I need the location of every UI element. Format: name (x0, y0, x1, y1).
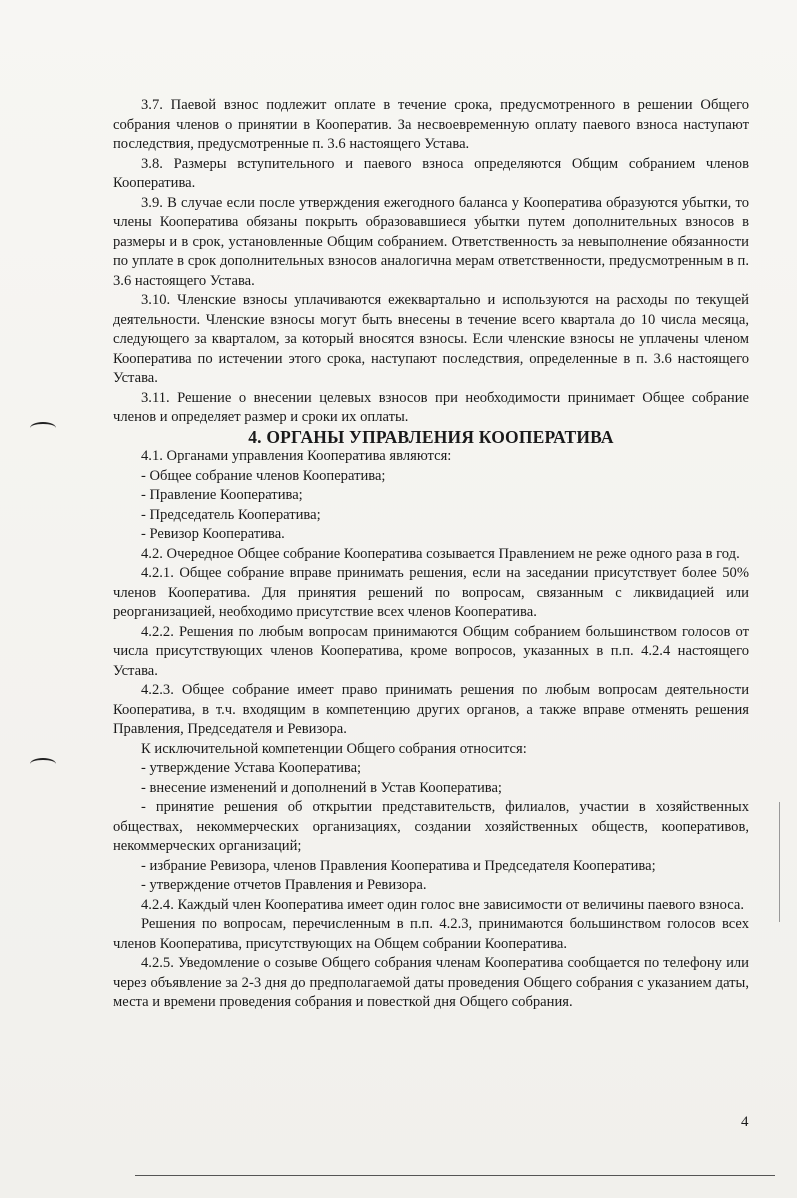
section-4-heading: 4. ОРГАНЫ УПРАВЛЕНИЯ КООПЕРАТИВА (248, 426, 614, 447)
paragraph-4-2-5: 4.2.5. Уведомление о созыве Общего собрания членам Кооператива сообщается по телефону или через объявление за 2-3 дня до предполагаемой даты проведения Общего собрания с указанием даты, места и времени проведения собрания и повесткой дня Общего собрания. (113, 955, 749, 1010)
list-item: - Ревизор Кооператива. (141, 526, 285, 542)
paragraph-3-7: 3.7. Паевой взнос подлежит оплате в течение срока, предусмотренного в решении Общего собрания членов о принятии в Кооператив. За несвоевременную оплату паевого взноса наступают последствия, предусмотренные п. 3.6 настоящего Устава. (113, 97, 749, 152)
list-item: - Председатель Кооператива; (141, 506, 321, 523)
page-number: 4 (741, 1114, 749, 1130)
paragraph-3-11: 3.11. Решение о внесении целевых взносов при необходимости принимает Общее собрание членов и определяет размер и сроки их оплаты. (113, 389, 749, 425)
list-item: - внесение изменений и дополнений в Устав Кооператива; (141, 779, 502, 796)
page-bottom-rule (135, 1175, 775, 1176)
paragraph-4-1: 4.1. Органами управления Кооператива являются: (141, 448, 452, 464)
scan-edge-mark (779, 802, 780, 922)
list-item: - утверждение Устава Кооператива; (141, 760, 362, 776)
paragraph-3-8: 3.8. Размеры вступительного и паевого взноса определяются Общим собранием членов Кооператива. (113, 155, 749, 191)
list-item: - Правление Кооператива; (141, 487, 303, 503)
paragraph-4-2-1: 4.2.1. Общее собрание вправе принимать решения, если на заседании присутствует более 50% членов Кооператива. Для принятия решений по вопросам, связанным с ликвидацией или реорганизацией, необходимо присутствие всех членов Кооператива. (113, 565, 749, 620)
punch-hole-mark (30, 422, 56, 434)
paragraph-4-2: 4.2. Очередное Общее собрание Кооператива созывается Правлением не реже одного раза в год. (141, 545, 740, 562)
competence-intro: К исключительной компетенции Общего собрания относится: (141, 740, 527, 757)
paragraph-3-10: 3.10. Членские взносы уплачиваются ежеквартально и используются на расходы по текущей деятельности. Членские взносы могут быть внесены в течение всего квартала до 10 числа месяца, следующего за кварталом, за который вносятся взносы. Если членские взносы не уплачены членом Кооператива по истечении этого срока, наступают последствия, определенные в п. 3.6 настоящего Устава. (113, 292, 749, 386)
paragraph-4-2-2: 4.2.2. Решения по любым вопросам принимаются Общим собранием большинством голосов от числа присутствующих членов Кооператива, кроме вопросов, указанных в п.п. 4.2.4 настоящего Устава. (113, 623, 749, 679)
document-body (113, 96, 749, 1013)
punch-hole-mark (30, 758, 56, 770)
list-item: - Общее собрание членов Кооператива; (141, 467, 386, 484)
list-item: - принятие решения об открытии представительств, филиалов, участии в хозяйственных обществах, некоммерческих организациях, создании хозяйственных обществ, кооперативов, некоммерческих организаций; (113, 799, 749, 854)
paragraph-4-2-4: 4.2.4. Каждый член Кооператива имеет один голос вне зависимости от величины паевого взноса. (141, 896, 745, 913)
paragraph-3-9: 3.9. В случае если после утверждения ежегодного баланса у Кооператива образуются убытки, то члены Кооператива обязаны покрыть образовавшиеся убытки путем дополнительных взносов в размеры и в срок, установленные Общим собранием. Ответственность за невыполнение обязанности по уплате в срок дополнительных взносов аналогична мерам ответственности, предусмотренным в п. 3.6 настоящего Устава. (113, 194, 749, 289)
list-item: - избрание Ревизора, членов Правления Кооператива и Председателя Кооператива; (141, 857, 656, 874)
paragraph-4-2-3: 4.2.3. Общее собрание имеет право принимать решения по любым вопросам деятельности Кооператива, в т.ч. входящим в компетенцию других органов, а также вправе отменять решения Правления, Председателя и Ревизора. (113, 682, 749, 737)
paragraph-4-2-4-decisions: Решения по вопросам, перечисленным в п.п. 4.2.3, принимаются большинством голосов всех членов Кооператива, присутствующих на Общем собрании Кооператива. (113, 916, 749, 952)
list-item: - утверждение отчетов Правления и Ревизора. (141, 877, 427, 893)
